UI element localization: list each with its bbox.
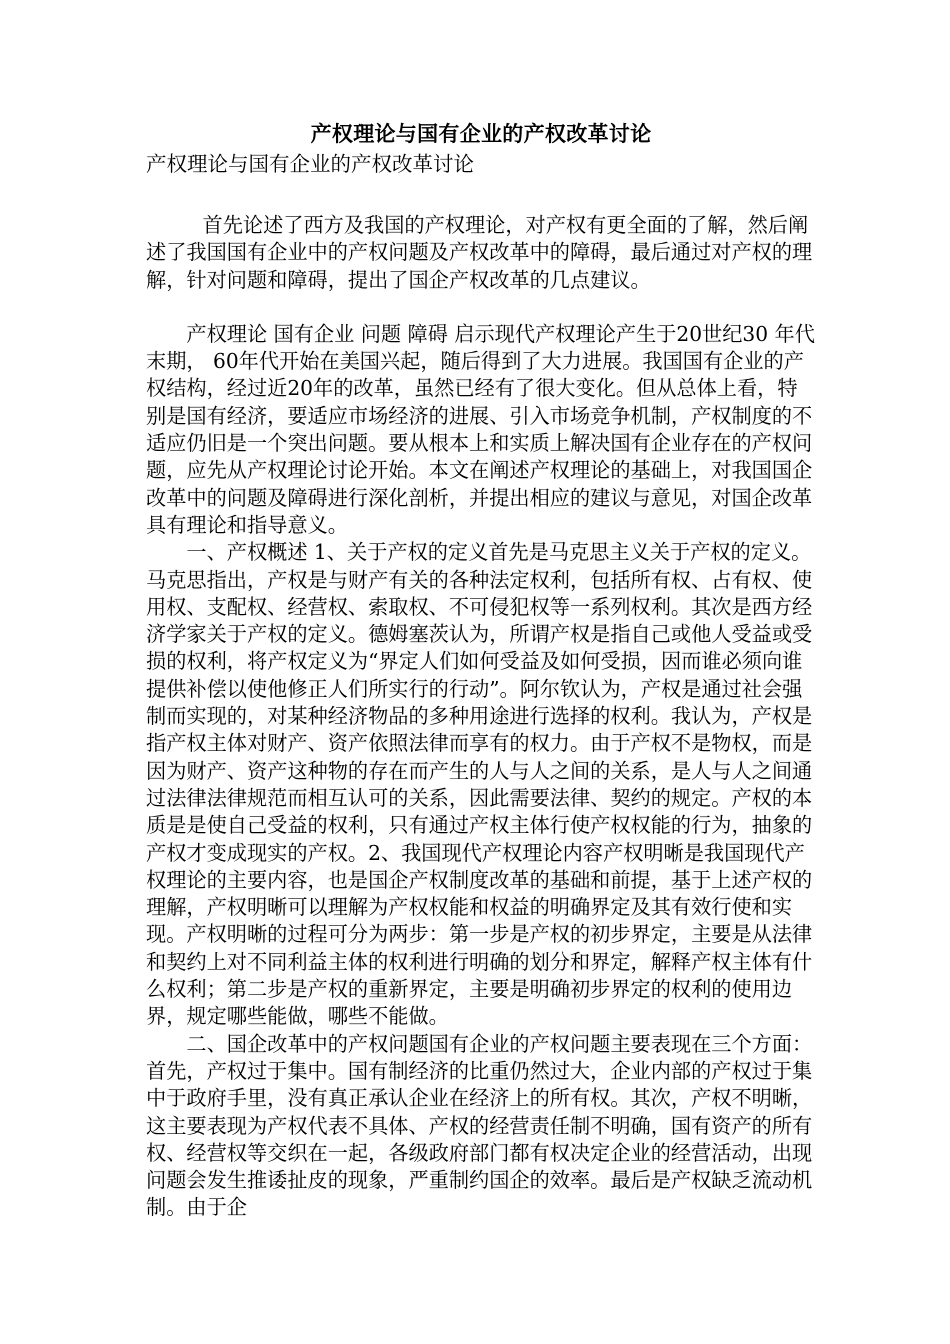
abstract-paragraph: 首先论述了西方及我国的产权理论，对产权有更全面的了解，然后阐述了我国国有企业中的产权问题及产权改革中的障碍，最后通过对产权的理解，针对问题和障碍，提出了国企产权改革的几点建议。 [146,213,813,292]
document-subtitle: 产权理论与国有企业的产权改革讨论 [146,152,474,176]
body-paragraph-section-two: 二、国企改革中的产权问题国有企业的产权问题主要表现在三个方面：首先，产权过于集中。国有制经济的比重仍然过大，企业内部的产权过于集中于政府手里，没有真正承认企业在经济上的所有权。其次，产权不明晰，这主要表现为产权代表不具体、产权的经营责任制不明确，国有资产的所有权、经营权等交织在一起，各级政府部门都有权决定企业的经营活动，出现问题会发生推诿扯皮的现象，严重制约国企的效率。最后是产权缺乏流动机制。由于企 [146,1031,813,1220]
body-paragraph-keywords-intro: 产权理论 国有企业 问题 障碍 启示现代产权理论产生于20世纪30 年代末期， 60年代开始在美国兴起，随后得到了大力进展。我国国有企业的产权结构，经过近20年的改革，虽然已经有了很大变化。但从总体上看，特别是国有经济，要适应市场经济的进展、引入市场竞争机制，产权制度的不适应仍旧是一个突出问题。要从根本上和实质上解决国有企业存在的产权问题，应先从产权理论讨论开始。本文在阐述产权理论的基础上，对我国国企改革中的问题及障碍进行深化剖析，并提出相应的建议与意见，对国企改革具有理论和指导意义。 [146,321,815,537]
document-title: 产权理论与国有企业的产权改革讨论 [310,121,652,146]
body-paragraph-section-one: 一、产权概述 1、关于产权的定义首先是马克思主义关于产权的定义。马克思指出，产权是与财产有关的各种法定权利，包括所有权、占有权、使用权、支配权、经营权、索取权、不可侵犯权等一系列权利。其次是西方经济学家关于产权的定义。德姆塞茨认为，所谓产权是指自己或他人受益或受损的权利，将产权定义为“界定人们如何受益及如何受损，因而谁必须向谁提供补偿以使他修正人们所实行的行动”。阿尔钦认为，产权是通过社会强制而实现的，对某种经济物品的多种用途进行选择的权利。我认为，产权是指产权主体对财产、资产依照法律而享有的权力。由于产权不是物权，而是因为财产、资产这种物的存在而产生的人与人之间的关系，是人与人之间通过法律法律规范而相互认可的关系，因此需要法律、契约的规定。产权的本质是是使自己受益的权利，只有通过产权主体行使产权权能的行为，抽象的产权才变成现实的产权。2、我国现代产权理论内容产权明晰是我国现代产权理论的主要内容，也是国企产权制度改革的基础和前提，基于上述产权的理解，产权明晰可以理解为产权权能和权益的明确界定及其有效行使和实现。产权明晰的过程可分为两步：第一步是产权的初步界定，主要是从法律和契约上对不同利益主体的权利进行明确的划分和界定，解释产权主体有什么权利；第二步是产权的重新界定，主要是明确初步界定的权利的使用边界，规定哪些能做，哪些不能做。 [146,540,813,1029]
document-page [146,118,816,1222]
